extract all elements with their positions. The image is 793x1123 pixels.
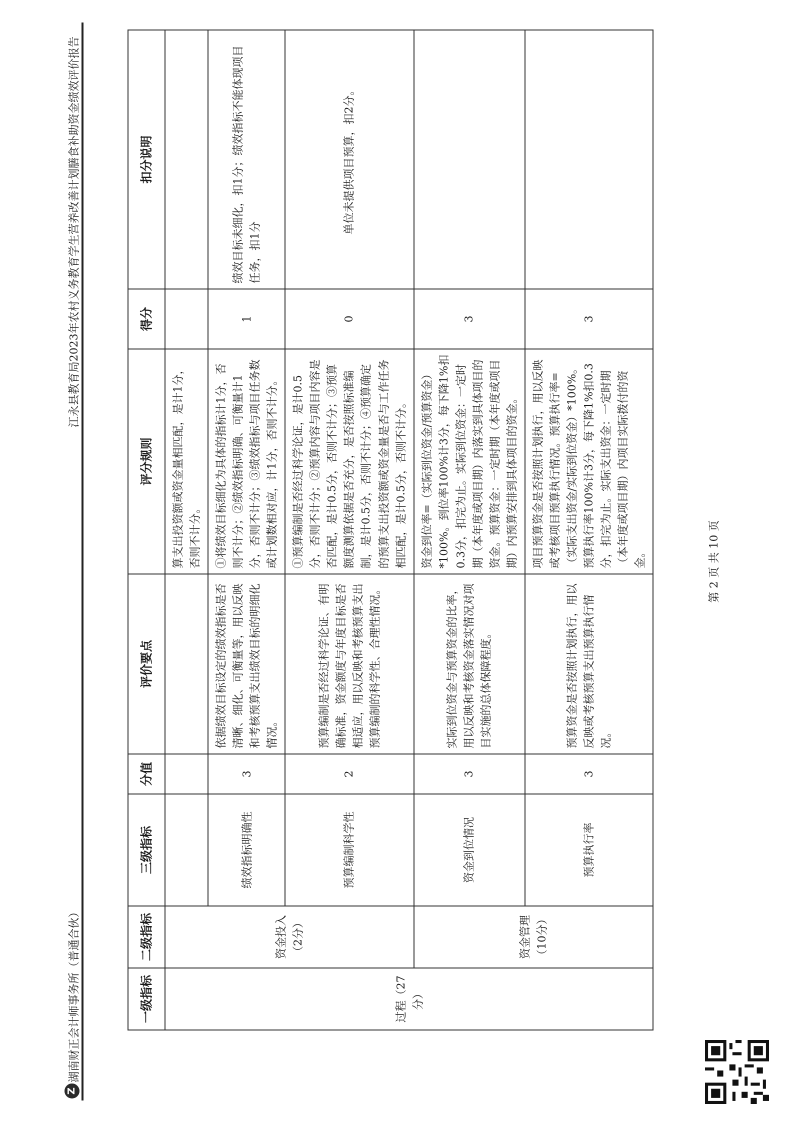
col-header: 分值	[128, 754, 165, 794]
points-cell: 依据绩效目标设定的绩效指标是否清晰、细化、可衡量等，用以反映和考核预算支出绩效目标的明细化情况。	[208, 574, 285, 754]
rotated-page	[0, 1, 793, 1123]
note-cell: 绩效目标未细化，扣1分；绩效指标不能体现项目任务，扣1分	[208, 30, 285, 289]
rule-cell: ①将绩效目标细化为具体的指标计1分，否则不计分；②绩效指标明确、可衡量计1分，否则不计分；③绩效指标与项目任务数或计划数相对应，计1分，否则不计分。	[208, 349, 285, 574]
firm-name: 湖南财正会计师事务所（普通合伙）	[67, 906, 81, 1083]
note-cell	[525, 30, 653, 289]
table-row	[525, 30, 653, 1030]
col-header: 扣分说明	[128, 30, 165, 289]
level3-cell: 预算执行率	[525, 794, 653, 906]
score-cell: 3	[525, 754, 653, 794]
table-row	[285, 30, 413, 1030]
col-header: 得分	[128, 289, 165, 349]
points-cell: 实际到位资金与预算资金的比率，用以反映和考核资金落实情况对项目实施的总体保障程度。	[414, 574, 525, 754]
qr-code-icon	[705, 1040, 769, 1104]
points-cell: 预算编制是否经过科学论证、有明确标准，资金额度与年度目标是否相适应，用以反映和考核预算支出预算编制的科学性、合理性情况。	[285, 574, 413, 754]
firm-logo-icon: Z	[65, 1084, 80, 1099]
rule-cell: 项目预算资金是否按照计划执行，用以反映或考核项目预算执行情况。预算执行率=（实际支出资金/实际到位资金）*100%。预算执行率100%计3分，每下降1%扣0.3分，扣完为止。实际支出资金：一定时期（本年度或项目期）内项目实际拨付的资金。	[525, 349, 653, 574]
got-cell: 3	[525, 289, 653, 349]
report-title: 江永县教育局2023年农村义务教育学生营养改善计划膳食补助资金绩效评价报告	[67, 36, 81, 428]
evaluation-table	[128, 30, 654, 1031]
page-number: 第 2 页 共 10 页	[707, 520, 721, 603]
rule-cell: 算支出投资额或资金量相匹配，是计1分，否则不计分。	[165, 349, 208, 574]
col-header: 评分规则	[128, 349, 165, 574]
note-cell	[165, 30, 208, 289]
note-cell	[414, 30, 525, 289]
points-cell	[165, 574, 208, 754]
score-cell: 3	[208, 754, 285, 794]
table-header-row	[128, 30, 165, 1030]
got-cell: 1	[208, 289, 285, 349]
level3-cell: 预算编制科学性	[285, 794, 413, 906]
level2-cell: 资金投入（2分）	[165, 906, 414, 968]
got-cell: 3	[414, 289, 525, 349]
rule-cell: ①预算编制是否经过科学论证，是计0.5分，否则不计分；②预算内容与项目内容是否匹配，是计0.5分，否则不计分；③预算额度测算依据是否充分，是否按照标准编制，是计0.5分，否则不计分；④预算确定的预算支出投资额或资金量是否与工作任务相匹配，是计0.5分，否则不计分。	[285, 349, 413, 574]
level1-cell: 过程（27分）	[165, 968, 653, 1030]
score-cell	[165, 754, 208, 794]
level3-cell: 资金到位情况	[414, 794, 525, 906]
score-cell: 3	[414, 754, 525, 794]
got-cell	[165, 289, 208, 349]
col-header: 评价要点	[128, 574, 165, 754]
table-row	[208, 30, 285, 1030]
table-row	[165, 30, 208, 1030]
rule-cell: 资金到位率=（实际到位资金/预算资金）*100%。到位率100%计3分，每下降1%扣0.3分，扣完为止。实际到位资金：一定时期（本年度或项目期）内落实到具体项目的资金。预算资金：一定时期（本年度或项目期）内预算安排到具体项目的资金。	[414, 349, 525, 574]
col-header: 二级指标	[128, 906, 165, 968]
note-cell: 单位未提供项目预算，扣2分。	[285, 30, 413, 289]
got-cell: 0	[285, 289, 413, 349]
col-header: 三级指标	[128, 794, 165, 906]
level3-cell	[165, 794, 208, 906]
level2-cell: 资金管理（10分）	[414, 906, 654, 968]
col-header: 一级指标	[128, 968, 165, 1030]
level3-cell: 绩效指标明确性	[208, 794, 285, 906]
points-cell: 预算资金是否按照计划执行，用以反映或考核预算支出预算执行情况。	[525, 574, 653, 754]
table-row	[414, 30, 525, 1030]
score-cell: 2	[285, 754, 413, 794]
header-rule	[82, 23, 84, 1101]
